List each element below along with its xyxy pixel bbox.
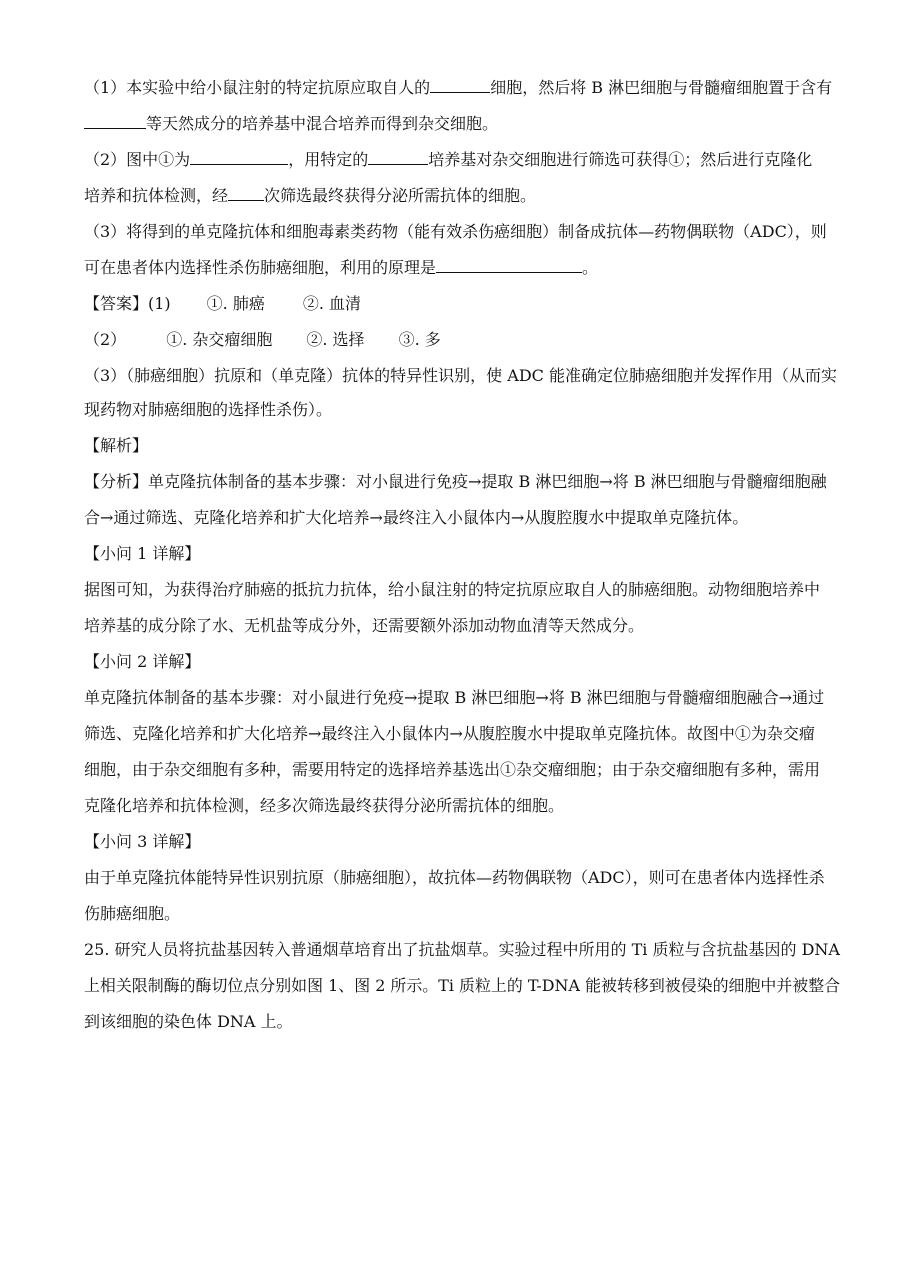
answer-1-2: ②. 血清 (302, 294, 362, 313)
q1-line-2 (84, 114, 498, 134)
q25-line-2: 上相关限制酶的酶切位点分别如图 1、图 2 所示。Ti 质粒上的 T-DNA 能被转移到被侵染的细胞中并被整合 (84, 976, 841, 995)
q2-blank-3 (228, 186, 264, 201)
q1-detail-line-2: 培养基的成分除了水、无机盐等成分外，还需要额外添加动物血清等天然成分。 (84, 616, 645, 635)
q1-text-a: （1）本实验中给小鼠注射的特定抗原应取自人的 (84, 78, 431, 97)
q2-detail-header: 【小问 2 详解】 (84, 652, 201, 671)
q2-text-c: 培养基对杂交细胞进行筛选可获得①；然后进行克隆化 (428, 150, 813, 169)
q3-text-b: 。 (582, 258, 599, 277)
q1-line-1 (84, 78, 832, 98)
answer-2-label: （2） (84, 330, 127, 349)
q3-line-1: （3）将得到的单克隆抗体和细胞毒素类药物（能有效杀伤癌细胞）制备成抗体—药物偶联物（ADC），则 (84, 222, 827, 241)
q25-line-1: 25. 研究人员将抗盐基因转入普通烟草培育出了抗盐烟草。实验过程中所用的 Ti 质粒与含抗盐基因的 DNA (84, 940, 840, 959)
q1-detail-header: 【小问 1 详解】 (84, 544, 201, 563)
q3-detail-header: 【小问 3 详解】 (84, 832, 201, 851)
q2-text-a: （2）图中①为 (84, 150, 191, 169)
q1-detail-line-1: 据图可知，为获得治疗肺癌的抵抗力抗体，给小鼠注射的特定抗原应取自人的肺癌细胞。动物细胞培养中 (84, 580, 821, 599)
q3-detail-line-2: 伤肺癌细胞。 (84, 904, 181, 923)
q1-blank-2 (84, 114, 146, 129)
q3-detail-line-1: 由于单克隆抗体能特异性识别抗原（肺癌细胞），故抗体—药物偶联物（ADC），则可在患者体内选择性杀 (84, 868, 825, 887)
analysis-header: 【解析】 (84, 436, 149, 455)
q3-text-a: 可在患者体内选择性杀伤肺癌细胞，利用的原理是 (84, 258, 437, 277)
answer-line-1 (84, 294, 361, 314)
q2-line-1 (84, 150, 812, 170)
q2-line-2 (84, 186, 536, 206)
q3-blank-1 (436, 258, 582, 273)
analysis-fenxi-line-1: 【分析】单克隆抗体制备的基本步骤：对小鼠进行免疫→提取 B 淋巴细胞→将 B 淋巴细胞与骨髓瘤细胞融 (84, 472, 827, 491)
answer-3-line-2: 现药物对肺癌细胞的选择性杀伤）。 (84, 400, 333, 419)
answer-2-3: ③. 多 (398, 330, 441, 349)
q25-line-3: 到该细胞的染色体 DNA 上。 (84, 1012, 293, 1031)
answer-3-line-1: （3）（肺癌细胞）抗原和（单克隆）抗体的特异性识别，使 ADC 能准确定位肺癌细胞并发挥作用（从而实 (84, 366, 837, 385)
q1-blank-1 (430, 78, 490, 93)
answer-1-1: ①. 肺癌 (206, 294, 265, 313)
q2-text-e: 次筛选最终获得分泌所需抗体的细胞。 (264, 186, 537, 205)
answer-2-1: ①. 杂交瘤细胞 (166, 330, 273, 349)
q2-detail-line-3: 细胞，由于杂交细胞有多种，需要用特定的选择培养基选出①杂交瘤细胞；由于杂交瘤细胞有多种，需用 (84, 760, 821, 779)
answer-line-2 (84, 330, 441, 350)
q3-line-2 (84, 258, 598, 278)
q2-detail-line-2: 筛选、克隆化培养和扩大化培养→最终注入小鼠体内→从腹腔腹水中提取单克隆抗体。故图中①为杂交瘤 (84, 724, 815, 743)
answer-2-2: ②. 选择 (306, 330, 365, 349)
q2-text-b: ，用特定的 (288, 150, 369, 169)
q2-detail-line-4: 克隆化培养和抗体检测，经多次筛选最终获得分泌所需抗体的细胞。 (84, 796, 565, 815)
q2-detail-line-1: 单克隆抗体制备的基本步骤：对小鼠进行免疫→提取 B 淋巴细胞→将 B 淋巴细胞与骨髓瘤细胞融合→通过 (84, 688, 825, 707)
q1-text-c: 等天然成分的培养基中混合培养而得到杂交细胞。 (146, 114, 499, 133)
analysis-fenxi-line-2: 合→通过筛选、克隆化培养和扩大化培养→最终注入小鼠体内→从腹腔腹水中提取单克隆抗体。 (84, 508, 749, 527)
answer-label: 【答案】(1) (84, 294, 171, 313)
q2-text-d: 培养和抗体检测，经 (84, 186, 229, 205)
q2-blank-2 (368, 150, 428, 165)
q1-text-b: 细胞，然后将 B 淋巴细胞与骨髓瘤细胞置于含有 (490, 78, 833, 97)
q2-blank-1 (190, 150, 288, 165)
